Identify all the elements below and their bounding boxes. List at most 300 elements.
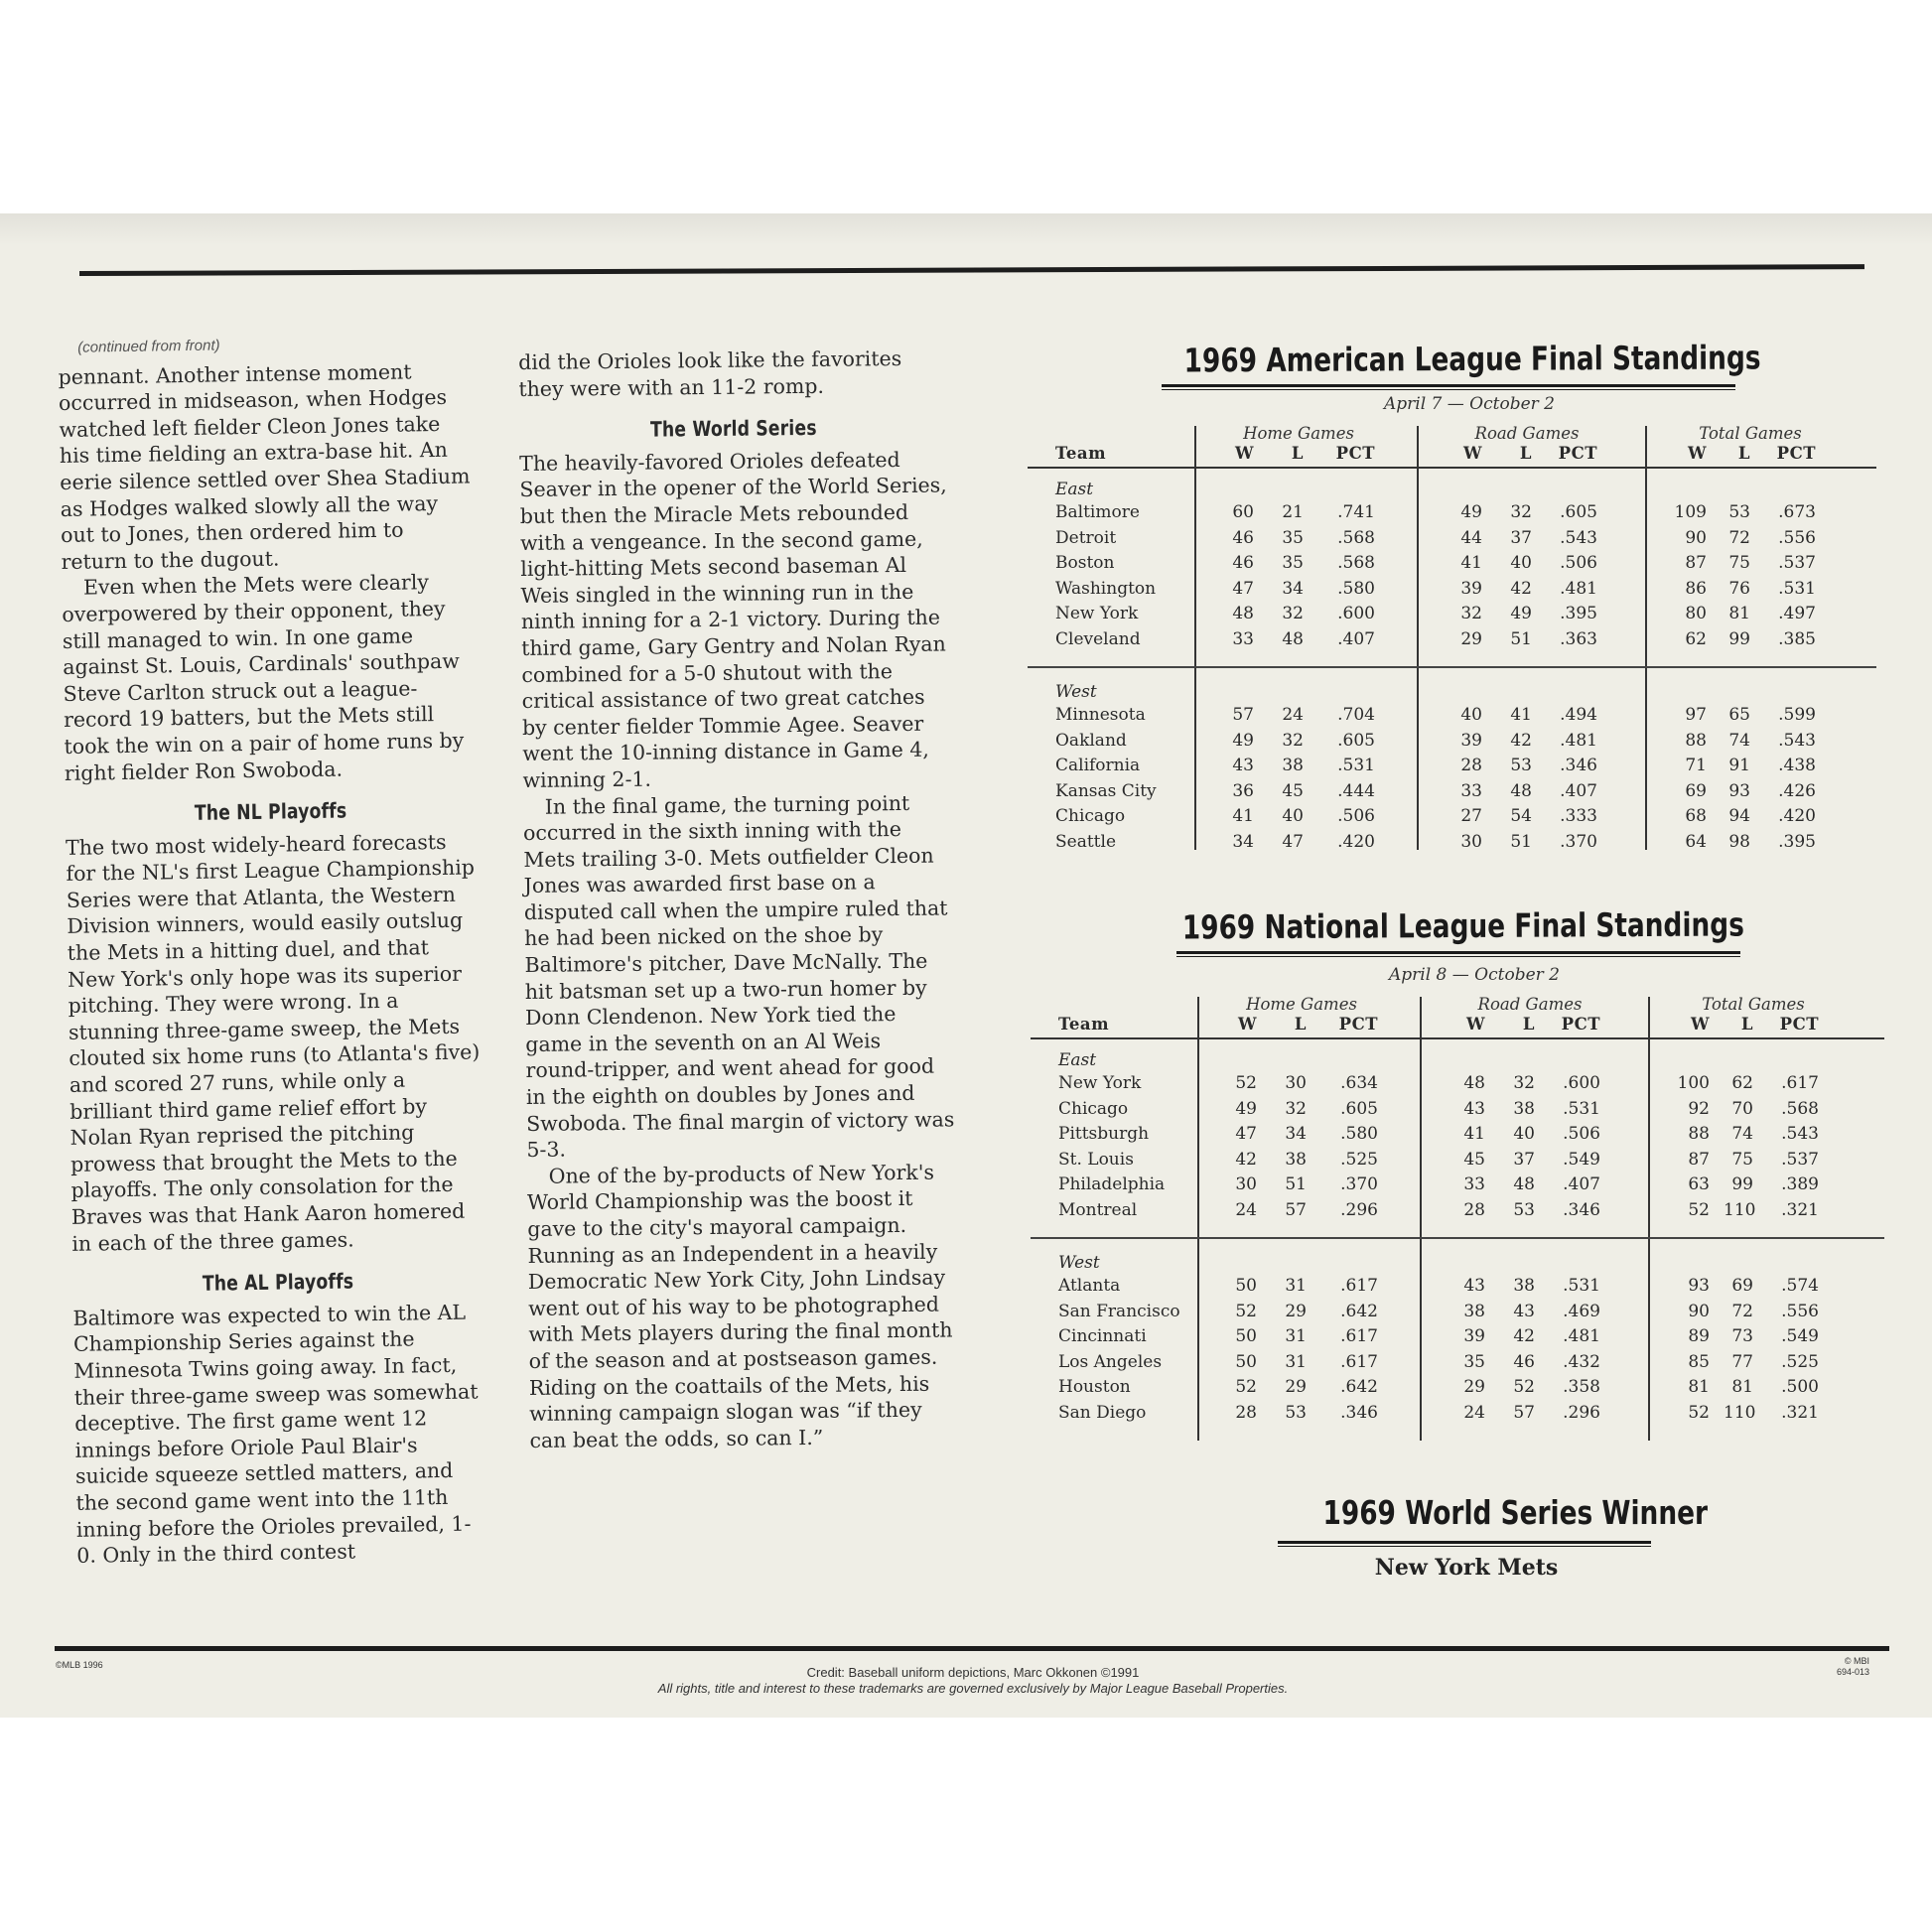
division-label: West — [1058, 1253, 1100, 1273]
stat-cell: 49 — [1232, 730, 1254, 751]
stat-cell: 94 — [1728, 806, 1750, 827]
stat-cell: 51 — [1285, 1174, 1307, 1195]
stat-cell: .363 — [1560, 629, 1597, 649]
stat-cell: 31 — [1285, 1351, 1307, 1372]
stat-cell: 36 — [1232, 780, 1254, 801]
stat-cell: .494 — [1560, 705, 1597, 725]
stat-cell: 43 — [1463, 1276, 1485, 1296]
team-name: California — [1055, 756, 1141, 776]
road-games-header: Road Games — [1477, 995, 1583, 1014]
paragraph: pennant. Another intense moment occurred in midseason, when Hodges watched left fielder Cleon Jones take his time fielding an extra-base hit. An eerie silence settled over Shea Stadium as Hodges walked slowly all the way out to Jones, then ordered him to return to the dugout. — [58, 359, 471, 574]
al-title-underline — [1162, 384, 1735, 390]
team-name: Los Angeles — [1058, 1351, 1163, 1372]
stat-cell: .537 — [1778, 553, 1816, 574]
column-header: PCT — [1558, 444, 1597, 463]
stat-cell: .395 — [1778, 832, 1816, 852]
stat-cell: .531 — [1563, 1098, 1600, 1119]
table-row — [1031, 1123, 1884, 1145]
stat-cell: .543 — [1778, 730, 1816, 751]
stat-cell: .481 — [1560, 578, 1597, 599]
stat-cell: 71 — [1685, 756, 1707, 776]
stat-cell: 81 — [1688, 1377, 1710, 1398]
copyright-left: ©MLB 1996 — [56, 1660, 103, 1670]
stat-cell: 52 — [1235, 1301, 1257, 1321]
team-name: Detroit — [1055, 527, 1117, 548]
stat-cell: .321 — [1781, 1200, 1819, 1220]
column-header: L — [1519, 444, 1532, 463]
home-games-header: Home Games — [1246, 995, 1357, 1014]
table-row — [1028, 527, 1876, 549]
team-name: Philadelphia — [1058, 1174, 1166, 1195]
stat-cell: 49 — [1460, 502, 1482, 522]
road-games-header: Road Games — [1474, 424, 1580, 443]
table-row — [1028, 704, 1876, 726]
column-header: W — [1690, 1015, 1710, 1034]
stat-cell: 48 — [1513, 1174, 1535, 1195]
stat-cell: 29 — [1460, 629, 1482, 649]
stat-cell: 52 — [1235, 1073, 1257, 1093]
table-row — [1031, 1351, 1884, 1373]
stat-cell: 46 — [1232, 553, 1254, 574]
stat-cell: 40 — [1510, 553, 1532, 574]
stat-cell: 38 — [1513, 1276, 1535, 1296]
table-row — [1031, 1376, 1884, 1398]
stat-cell: 52 — [1688, 1200, 1710, 1220]
stat-cell: 69 — [1731, 1276, 1753, 1296]
stat-cell: .605 — [1340, 1098, 1378, 1119]
team-name: Houston — [1058, 1377, 1131, 1398]
team-name: Pittsburgh — [1058, 1124, 1150, 1145]
stat-cell: .420 — [1337, 832, 1375, 852]
stat-cell: 88 — [1685, 730, 1707, 751]
stat-cell: 37 — [1513, 1149, 1535, 1170]
stat-cell: 46 — [1232, 527, 1254, 548]
team-header: Team — [1058, 1015, 1110, 1034]
stat-cell: 86 — [1685, 578, 1707, 599]
world-series-underline — [1278, 1541, 1651, 1547]
team-name: Baltimore — [1055, 502, 1140, 522]
stat-cell: .506 — [1337, 806, 1375, 827]
world-series-heading: The World Series — [649, 416, 817, 442]
stat-cell: 29 — [1285, 1301, 1307, 1321]
stat-cell: 28 — [1463, 1200, 1485, 1220]
al-standings-title: 1969 American League Final Standings — [1183, 338, 1761, 380]
stat-cell: .296 — [1340, 1200, 1378, 1220]
stat-cell: .556 — [1781, 1301, 1819, 1321]
stat-cell: 28 — [1235, 1403, 1257, 1423]
table-row — [1028, 552, 1876, 574]
al-date-range: April 7 — October 2 — [1383, 394, 1555, 414]
table-row — [1031, 1072, 1884, 1094]
stat-cell: .370 — [1560, 832, 1597, 852]
stat-cell: .531 — [1778, 578, 1816, 599]
stat-cell: 110 — [1724, 1403, 1756, 1423]
stat-cell: .574 — [1781, 1276, 1819, 1296]
stat-cell: 50 — [1235, 1351, 1257, 1372]
stat-cell: 51 — [1510, 832, 1532, 852]
stat-cell: .549 — [1781, 1326, 1819, 1347]
stat-cell: .741 — [1337, 502, 1375, 522]
stat-cell: .537 — [1781, 1149, 1819, 1170]
table-row — [1028, 578, 1876, 600]
stat-cell: .543 — [1560, 527, 1597, 548]
stat-cell: 41 — [1463, 1124, 1485, 1145]
stat-cell: 73 — [1731, 1326, 1753, 1347]
stat-cell: 30 — [1460, 832, 1482, 852]
division-rule — [1031, 1237, 1884, 1239]
column-header: L — [1740, 1015, 1753, 1034]
stat-cell: 62 — [1731, 1073, 1753, 1093]
article-column-1 — [58, 329, 487, 1569]
stat-cell: 33 — [1463, 1174, 1485, 1195]
paragraph: Even when the Mets were clearly overpowered by their opponent, they still managed to win. In one game against St. Louis, Cardinals' southpaw Steve Carlton struck out a league-record 19 batters, but the Mets still took the win on a pair of home runs by right fielder Ron Swoboda. — [62, 570, 465, 785]
stat-cell: 57 — [1232, 705, 1254, 725]
stat-cell: 72 — [1728, 527, 1750, 548]
nl-playoffs-heading: The NL Playoffs — [194, 798, 347, 825]
stat-cell: .704 — [1337, 705, 1375, 725]
stat-cell: .531 — [1563, 1276, 1600, 1296]
stat-cell: .642 — [1340, 1377, 1378, 1398]
stat-cell: .568 — [1781, 1098, 1819, 1119]
stat-cell: 44 — [1460, 527, 1482, 548]
stat-cell: 88 — [1688, 1124, 1710, 1145]
stat-cell: 93 — [1688, 1276, 1710, 1296]
stat-cell: 32 — [1285, 1098, 1307, 1119]
stat-cell: 30 — [1285, 1073, 1307, 1093]
stat-cell: .346 — [1563, 1200, 1600, 1220]
paragraph: In the final game, the turning point occurred in the sixth inning with the Mets trailing 3-0. Mets outfielder Cleon Jones was awarded first base on a disputed call when the umpire ruled that he had been nicked on the shoe by Baltimore's pitcher, Dave McNally. The hit batsman set up a two-run homer by Donn Clendenon. New York tied the game in the seventh on an Al Weis round-tripper, and went ahead for good in the eighth on doubles by Jones and Swoboda. The final margin of victory was 5-3. — [522, 790, 955, 1163]
stat-cell: 97 — [1685, 705, 1707, 725]
sheet-shadow — [0, 213, 1932, 245]
copyright-right — [1837, 1656, 1869, 1678]
stat-cell: .600 — [1337, 604, 1375, 624]
home-games-header: Home Games — [1243, 424, 1354, 443]
team-name: Chicago — [1058, 1098, 1129, 1119]
nl-title-underline — [1176, 951, 1740, 957]
column-header: PCT — [1561, 1015, 1600, 1034]
stat-cell: .444 — [1337, 780, 1375, 801]
column-header: PCT — [1776, 444, 1816, 463]
column-header: W — [1234, 444, 1254, 463]
table-row — [1028, 755, 1876, 776]
team-name: Montreal — [1058, 1200, 1138, 1220]
stat-cell: .549 — [1563, 1149, 1600, 1170]
stat-cell: 87 — [1688, 1149, 1710, 1170]
column-header: W — [1237, 1015, 1257, 1034]
stat-cell: .617 — [1781, 1073, 1819, 1093]
column-header: PCT — [1338, 1015, 1378, 1034]
stat-cell: .600 — [1563, 1073, 1600, 1093]
stat-cell: 34 — [1282, 578, 1304, 599]
stat-cell: 21 — [1282, 502, 1304, 522]
stat-cell: 32 — [1513, 1073, 1535, 1093]
table-row — [1028, 628, 1876, 650]
stat-cell: 76 — [1728, 578, 1750, 599]
stat-cell: 100 — [1677, 1073, 1710, 1093]
table-row — [1031, 1199, 1884, 1221]
stat-cell: .407 — [1337, 629, 1375, 649]
stat-cell: 98 — [1728, 832, 1750, 852]
stat-cell: 57 — [1285, 1200, 1307, 1220]
stat-cell: 62 — [1685, 629, 1707, 649]
stat-cell: 57 — [1513, 1403, 1535, 1423]
stat-cell: .296 — [1563, 1403, 1600, 1423]
table-row — [1028, 831, 1876, 853]
stat-cell: 81 — [1728, 604, 1750, 624]
stat-cell: 89 — [1688, 1326, 1710, 1347]
stat-cell: 34 — [1285, 1124, 1307, 1145]
stat-cell: .395 — [1560, 604, 1597, 624]
stat-cell: 52 — [1513, 1377, 1535, 1398]
table-row — [1028, 603, 1876, 624]
stat-cell: 33 — [1232, 629, 1254, 649]
stat-cell: 53 — [1728, 502, 1750, 522]
stat-cell: .525 — [1781, 1351, 1819, 1372]
stat-cell: .469 — [1563, 1301, 1600, 1321]
stat-cell: .426 — [1778, 780, 1816, 801]
header-rule — [1028, 467, 1876, 469]
stat-cell: 38 — [1285, 1149, 1307, 1170]
stat-cell: 50 — [1235, 1276, 1257, 1296]
paragraph: Baltimore was expected to win the AL Championship Series against the Minnesota Twins going away. In fact, their three-game sweep was somewhat deceptive. The first game went 12 innings before Oriole Paul Blair's suicide squeeze settled matters, and the second game went into the 11th inning before the Orioles prevailed, 1-0. Only in the third contest — [72, 1300, 479, 1568]
stat-cell: 43 — [1232, 756, 1254, 776]
team-name: Oakland — [1055, 730, 1127, 751]
team-name: San Diego — [1058, 1403, 1147, 1423]
stat-cell: 31 — [1285, 1326, 1307, 1347]
table-row — [1031, 1173, 1884, 1195]
stat-cell: 41 — [1232, 806, 1254, 827]
stat-cell: 99 — [1731, 1174, 1753, 1195]
division-label: West — [1055, 682, 1097, 702]
team-name: St. Louis — [1058, 1149, 1134, 1170]
stat-cell: 43 — [1463, 1098, 1485, 1119]
stat-cell: 75 — [1728, 553, 1750, 574]
al-playoffs-heading: The AL Playoffs — [202, 1269, 354, 1297]
stat-cell: .568 — [1337, 553, 1375, 574]
total-games-header: Total Games — [1699, 424, 1802, 443]
table-row — [1031, 1301, 1884, 1322]
stat-cell: 63 — [1688, 1174, 1710, 1195]
stat-cell: 34 — [1232, 832, 1254, 852]
stat-cell: 90 — [1688, 1301, 1710, 1321]
stat-cell: 60 — [1232, 502, 1254, 522]
stat-cell: 41 — [1460, 553, 1482, 574]
stat-cell: 45 — [1282, 780, 1304, 801]
stat-cell: .481 — [1560, 730, 1597, 751]
stat-cell: 39 — [1460, 730, 1482, 751]
table-row — [1031, 1402, 1884, 1424]
stat-cell: .497 — [1778, 604, 1816, 624]
credit-line: Credit: Baseball uniform depictions, Marc Okkonen ©1991 — [806, 1665, 1140, 1680]
stat-cell: 49 — [1235, 1098, 1257, 1119]
column-header: L — [1291, 444, 1304, 463]
stat-cell: 38 — [1282, 756, 1304, 776]
stat-cell: 85 — [1688, 1351, 1710, 1372]
stat-cell: 80 — [1685, 604, 1707, 624]
trademark-line: All rights, title and interest to these trademarks are governed exclusively by Major League Baseball Properties. — [657, 1681, 1289, 1696]
stat-cell: .617 — [1340, 1276, 1378, 1296]
stat-cell: .346 — [1340, 1403, 1378, 1423]
stat-cell: .580 — [1337, 578, 1375, 599]
column-header: L — [1522, 1015, 1535, 1034]
team-name: Chicago — [1055, 806, 1126, 827]
stat-cell: 91 — [1728, 756, 1750, 776]
stat-cell: 35 — [1282, 527, 1304, 548]
stat-cell: 48 — [1232, 604, 1254, 624]
stat-cell: .481 — [1563, 1326, 1600, 1347]
publisher-mark: © MBI — [1844, 1656, 1870, 1666]
credit-footer — [417, 1665, 1529, 1697]
team-name: Cincinnati — [1058, 1326, 1147, 1347]
stat-cell: 41 — [1510, 705, 1532, 725]
team-name: New York — [1058, 1073, 1142, 1093]
table-row — [1031, 1098, 1884, 1120]
nl-standings-title: 1969 National League Final Standings — [1181, 904, 1744, 947]
stat-cell: 99 — [1728, 629, 1750, 649]
nl-date-range: April 8 — October 2 — [1388, 965, 1560, 985]
stat-cell: 74 — [1728, 730, 1750, 751]
column-header: W — [1462, 444, 1482, 463]
table-row — [1028, 730, 1876, 752]
stat-cell: .543 — [1781, 1124, 1819, 1145]
stat-cell: 77 — [1731, 1351, 1753, 1372]
product-code: 694-013 — [1837, 1667, 1870, 1677]
stat-cell: 42 — [1510, 578, 1532, 599]
stat-cell: .531 — [1337, 756, 1375, 776]
table-row — [1028, 501, 1876, 523]
stat-cell: .599 — [1778, 705, 1816, 725]
stat-cell: .438 — [1778, 756, 1816, 776]
stat-cell: .634 — [1340, 1073, 1378, 1093]
column-header: PCT — [1335, 444, 1375, 463]
stat-cell: 39 — [1460, 578, 1482, 599]
division-rule — [1028, 666, 1876, 668]
stat-cell: 32 — [1460, 604, 1482, 624]
stat-cell: 65 — [1728, 705, 1750, 725]
stat-cell: 32 — [1282, 730, 1304, 751]
team-name: Seattle — [1055, 832, 1117, 852]
table-row — [1031, 1325, 1884, 1347]
stat-cell: 33 — [1460, 780, 1482, 801]
stat-cell: 47 — [1282, 832, 1304, 852]
stat-cell: 45 — [1463, 1149, 1485, 1170]
stat-cell: 31 — [1285, 1276, 1307, 1296]
stat-cell: 35 — [1282, 553, 1304, 574]
stat-cell: 90 — [1685, 527, 1707, 548]
team-name: Washington — [1055, 578, 1157, 599]
stat-cell: .385 — [1778, 629, 1816, 649]
stat-cell: .617 — [1340, 1326, 1378, 1347]
stat-cell: 52 — [1688, 1403, 1710, 1423]
stat-cell: 24 — [1235, 1200, 1257, 1220]
stat-cell: .358 — [1563, 1377, 1600, 1398]
stat-cell: .642 — [1340, 1301, 1378, 1321]
stat-cell: 53 — [1513, 1200, 1535, 1220]
team-name: Minnesota — [1055, 705, 1146, 725]
stat-cell: 42 — [1513, 1326, 1535, 1347]
stat-cell: 54 — [1510, 806, 1532, 827]
stat-cell: 29 — [1285, 1377, 1307, 1398]
stat-cell: 48 — [1463, 1073, 1485, 1093]
team-name: Boston — [1055, 553, 1115, 574]
stat-cell: 38 — [1463, 1301, 1485, 1321]
stat-cell: .432 — [1563, 1351, 1600, 1372]
stat-cell: 38 — [1513, 1098, 1535, 1119]
stat-cell: .506 — [1563, 1124, 1600, 1145]
stat-cell: 48 — [1282, 629, 1304, 649]
stat-cell: 47 — [1232, 578, 1254, 599]
table-row — [1028, 780, 1876, 802]
stat-cell: .333 — [1560, 806, 1597, 827]
stat-cell: 92 — [1688, 1098, 1710, 1119]
division-label: East — [1058, 1050, 1097, 1070]
team-name: New York — [1055, 604, 1139, 624]
paragraph: One of the by-products of New York's World Championship was the boost it gave to the city's mayoral campaign. Running as an Independent in a heavily Democratic New York City, John Lindsay went out of his way to be photographed with Mets players during the final month of the season and at postseason games. Riding on the coattails of the Mets, his winning campaign slogan was “if they can beat the odds, so can I.” — [526, 1160, 953, 1452]
team-name: Atlanta — [1058, 1276, 1121, 1296]
stat-cell: .556 — [1778, 527, 1816, 548]
stat-cell: .580 — [1340, 1124, 1378, 1145]
stat-cell: 30 — [1235, 1174, 1257, 1195]
stat-cell: 50 — [1235, 1326, 1257, 1347]
stat-cell: 43 — [1513, 1301, 1535, 1321]
stat-cell: 68 — [1685, 806, 1707, 827]
table-row — [1028, 805, 1876, 827]
stat-cell: 37 — [1510, 527, 1532, 548]
stat-cell: 32 — [1282, 604, 1304, 624]
stat-cell: 28 — [1460, 756, 1482, 776]
stat-cell: 49 — [1510, 604, 1532, 624]
stat-cell: 64 — [1685, 832, 1707, 852]
stat-cell: 52 — [1235, 1377, 1257, 1398]
column-header: L — [1737, 444, 1750, 463]
stat-cell: 46 — [1513, 1351, 1535, 1372]
stat-cell: 24 — [1463, 1403, 1485, 1423]
stat-cell: 32 — [1510, 502, 1532, 522]
stat-cell: .500 — [1781, 1377, 1819, 1398]
stat-cell: 110 — [1724, 1200, 1756, 1220]
bottom-rule — [55, 1646, 1889, 1651]
column-header: W — [1687, 444, 1707, 463]
stat-cell: .346 — [1560, 756, 1597, 776]
world-series-winner-title: 1969 World Series Winner — [1322, 1493, 1709, 1532]
stat-cell: .525 — [1340, 1149, 1378, 1170]
team-name: Cleveland — [1055, 629, 1141, 649]
stat-cell: .321 — [1781, 1403, 1819, 1423]
stat-cell: .568 — [1337, 527, 1375, 548]
stat-cell: 87 — [1685, 553, 1707, 574]
paragraph: did the Orioles look like the favorites they were with an 11-2 romp. — [518, 345, 902, 401]
division-label: East — [1055, 480, 1094, 499]
stat-cell: 42 — [1510, 730, 1532, 751]
column-header: L — [1294, 1015, 1307, 1034]
world-series-winner: New York Mets — [1374, 1555, 1559, 1581]
paragraph: The heavily-favored Orioles defeated Seaver in the opener of the World Series, but then the Miracle Mets rebounded with a vengeance. In the second game, light-hitting Mets second baseman Al Weis singled in the winning run in the ninth inning for a 2-1 victory. During the third game, Gary Gentry and Nolan Ryan combined for a 5-0 shutout with the critical assistance of two great catches by center fielder Tommie Agee. Seaver went the 10-inning distance in Game 4, winning 2-1. — [519, 447, 947, 792]
stat-cell: .605 — [1337, 730, 1375, 751]
stat-cell: 27 — [1460, 806, 1482, 827]
stat-cell: 40 — [1460, 705, 1482, 725]
stat-cell: 40 — [1513, 1124, 1535, 1145]
stat-cell: 93 — [1728, 780, 1750, 801]
article-column-2 — [518, 345, 959, 1453]
column-header: PCT — [1779, 1015, 1819, 1034]
stat-cell: 69 — [1685, 780, 1707, 801]
stat-cell: 72 — [1731, 1301, 1753, 1321]
stat-cell: 40 — [1282, 806, 1304, 827]
stat-cell: 75 — [1731, 1149, 1753, 1170]
stat-cell: .673 — [1778, 502, 1816, 522]
team-name: San Francisco — [1058, 1301, 1180, 1321]
stat-cell: .370 — [1340, 1174, 1378, 1195]
